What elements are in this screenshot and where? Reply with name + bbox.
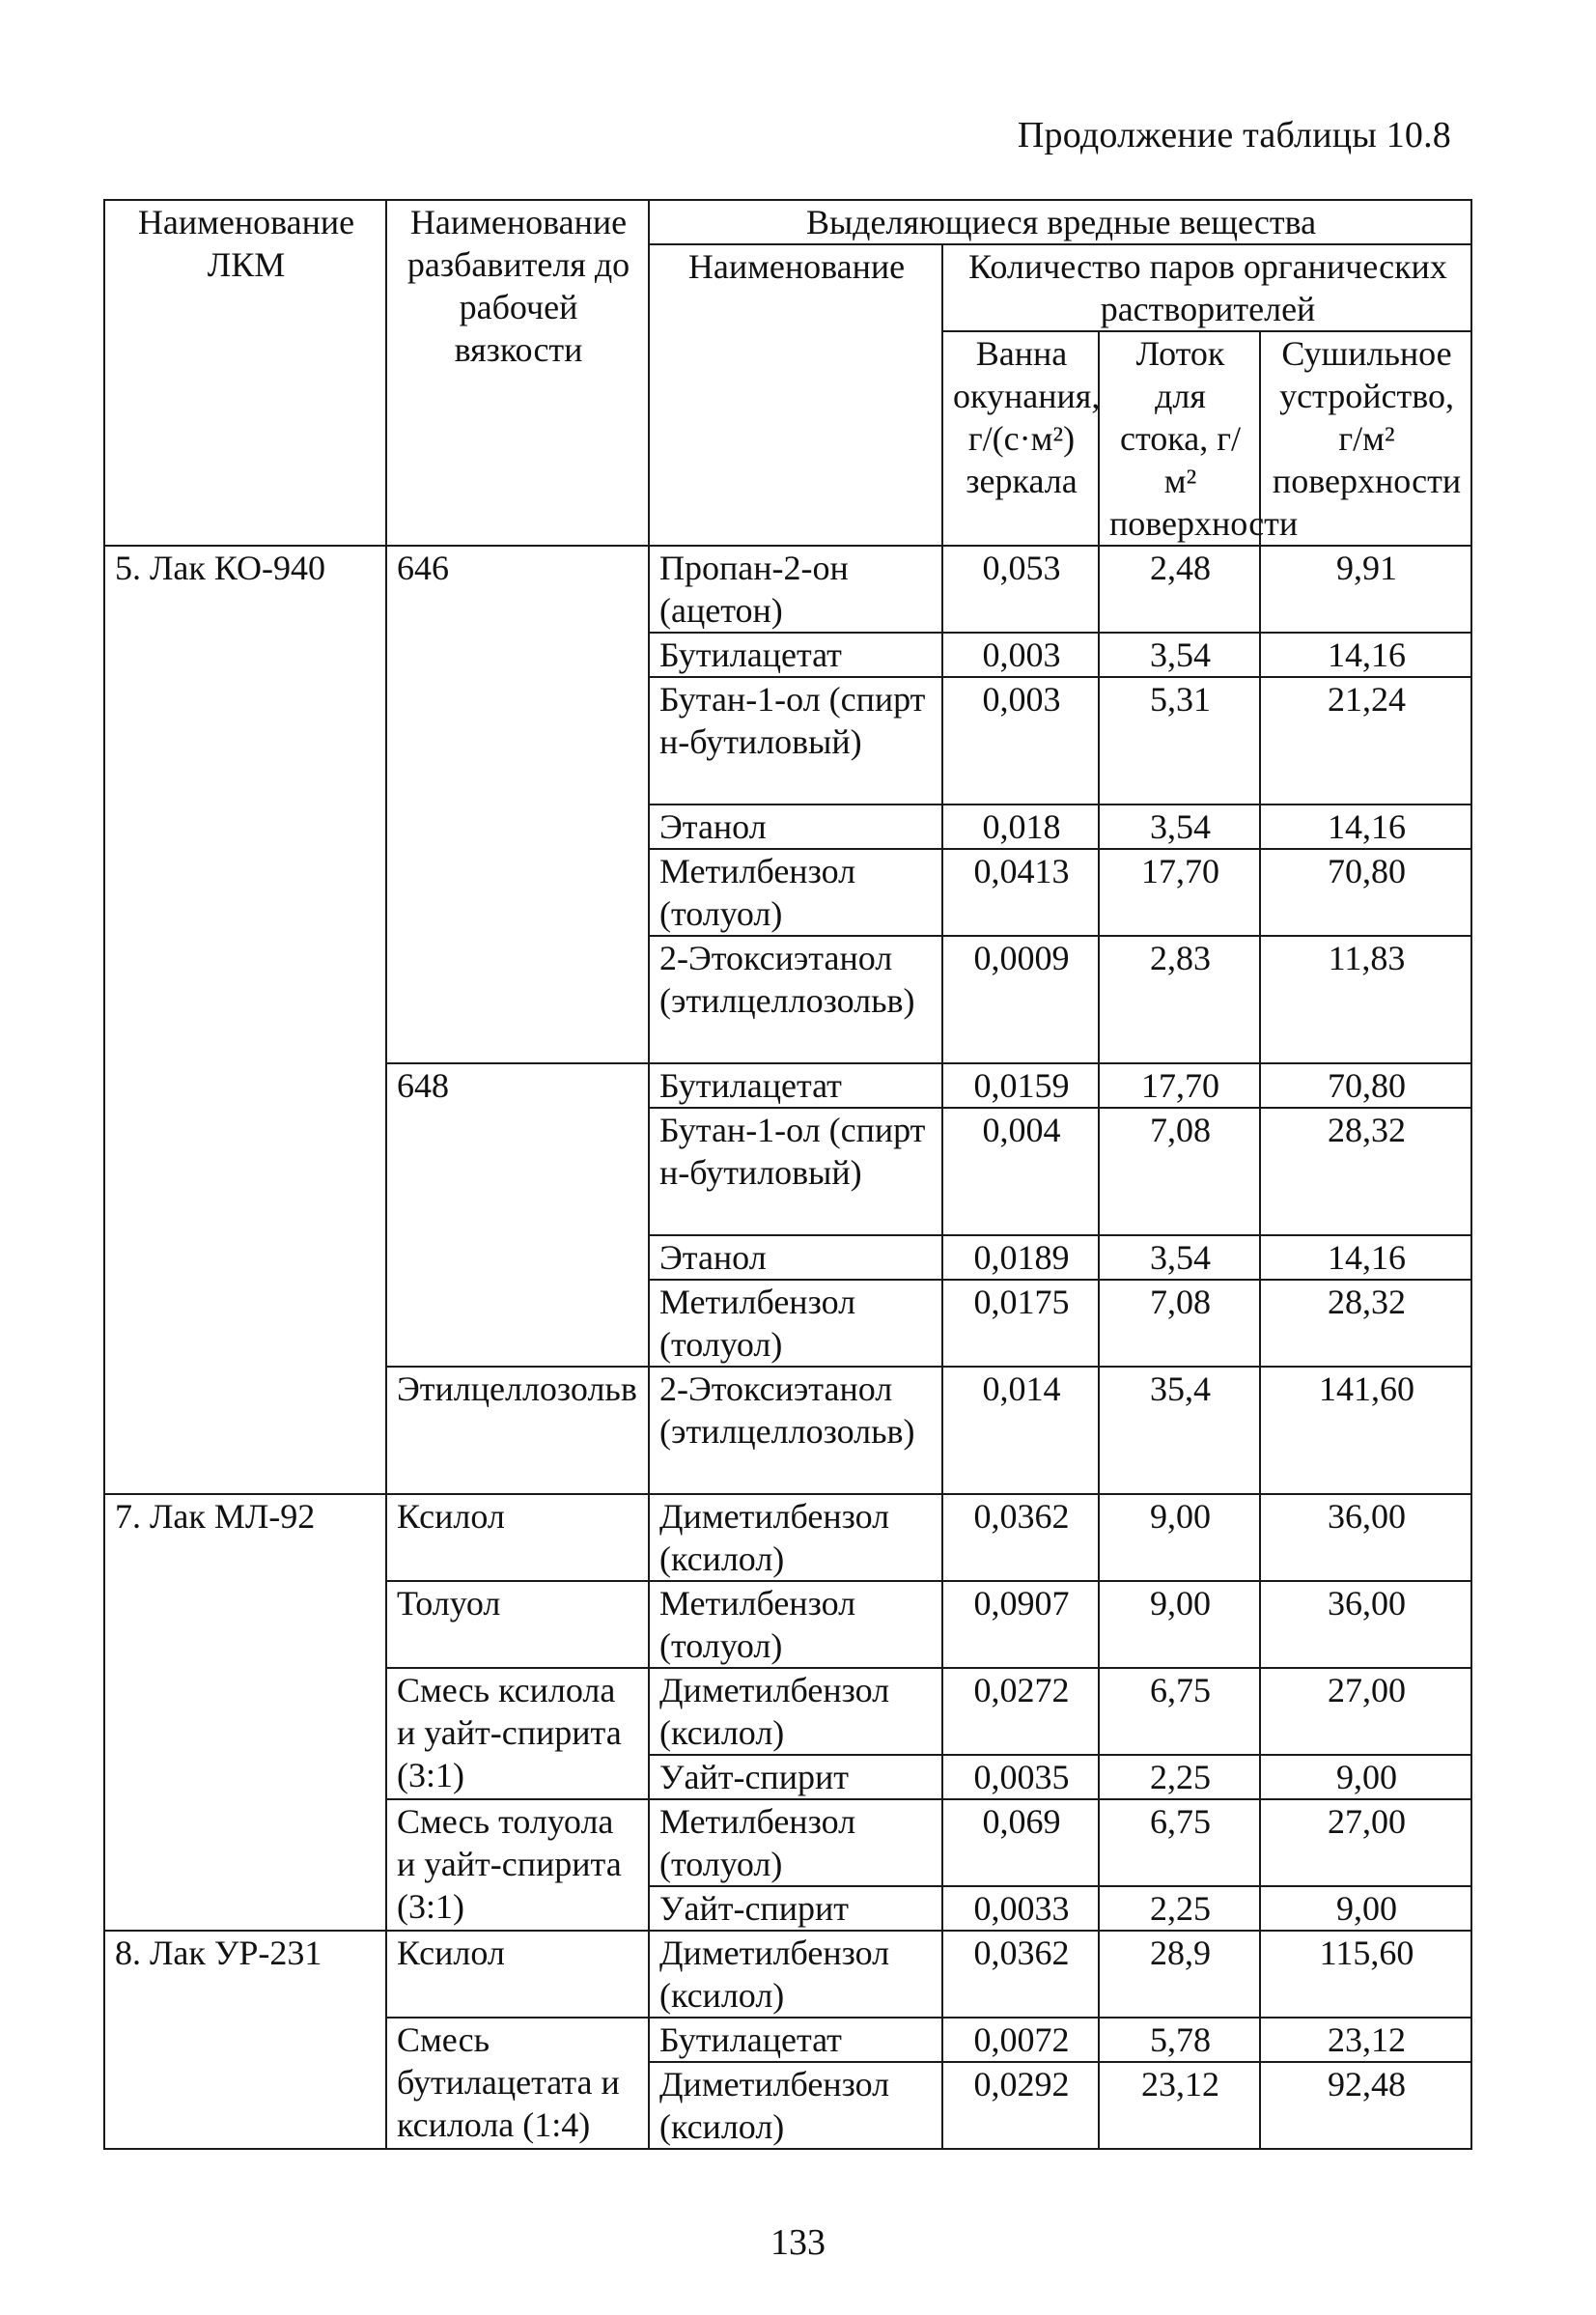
dryer-value: 14,16 [1260,1235,1471,1280]
substance-cell: Уайт-спирит [649,1755,942,1799]
header-dryer: Сушильное устройство, г/м² поверхности [1260,331,1471,546]
bath-value: 0,0362 [942,1494,1099,1581]
tray-value: 17,70 [1099,849,1260,936]
tray-value: 7,08 [1099,1108,1260,1235]
thinner-cell: Толуол [386,1581,649,1668]
substance-cell: Метилбензол (толуол) [649,1581,942,1668]
tray-value: 6,75 [1099,1668,1260,1755]
tray-value: 2,48 [1099,546,1260,633]
substance-cell: 2-Этоксиэтанол (этилцеллозольв) [649,1367,942,1494]
dryer-value: 9,91 [1260,546,1471,633]
dryer-value: 27,00 [1260,1668,1471,1755]
dryer-value: 11,83 [1260,936,1471,1063]
dryer-value: 92,48 [1260,2062,1471,2149]
bath-value: 0,018 [942,805,1099,849]
tray-value: 3,54 [1099,1235,1260,1280]
dryer-value: 21,24 [1260,677,1471,805]
thinner-cell: 648 [386,1063,649,1367]
emissions-table [103,199,1472,2150]
header-emitted-substances: Выделяющиеся вредные вещества [649,200,1471,244]
substance-cell: Метилбензол (толуол) [649,1799,942,1886]
substance-cell: Пропан-2-он (ацетон) [649,546,942,633]
dryer-value: 141,60 [1260,1367,1471,1494]
header-thinner-name: Наименование разбавителя до рабочей вязкости [386,200,649,546]
dryer-value: 70,80 [1260,1063,1471,1108]
dryer-value: 9,00 [1260,1886,1471,1931]
thinner-cell: 646 [386,546,649,1063]
bath-value: 0,004 [942,1108,1099,1235]
header-tray: Лоток для стока, г/м² поверхности [1099,331,1260,546]
table-row [104,1931,1471,2018]
lkm-cell: 7. Лак МЛ-92 [104,1494,386,1931]
bath-value: 0,0072 [942,2018,1099,2062]
tray-value: 7,08 [1099,1280,1260,1367]
tray-value: 28,9 [1099,1931,1260,2018]
thinner-cell: Смесь ксилола и уайт-спирита (3:1) [386,1668,649,1799]
bath-value: 0,053 [942,546,1099,633]
bath-value: 0,0175 [942,1280,1099,1367]
bath-value: 0,0035 [942,1755,1099,1799]
dryer-value: 14,16 [1260,633,1471,677]
bath-value: 0,0189 [942,1235,1099,1280]
dryer-value: 27,00 [1260,1799,1471,1886]
substance-cell: Диметилбензол (ксилол) [649,1494,942,1581]
dryer-value: 36,00 [1260,1581,1471,1668]
header-vapor-amount: Количество паров органических растворителей [942,244,1471,331]
bath-value: 0,003 [942,677,1099,805]
dryer-value: 9,00 [1260,1755,1471,1799]
dryer-value: 70,80 [1260,849,1471,936]
tray-value: 9,00 [1099,1581,1260,1668]
substance-cell: Бутилацетат [649,1063,942,1108]
substance-cell: Бутилацетат [649,2018,942,2062]
substance-cell: Уайт-спирит [649,1886,942,1931]
substance-cell: Диметилбензол (ксилол) [649,2062,942,2149]
header-substance-name: Наименование [649,244,942,546]
tray-value: 6,75 [1099,1799,1260,1886]
substance-cell: Этанол [649,1235,942,1280]
thinner-cell: Ксилол [386,1494,649,1581]
dryer-value: 36,00 [1260,1494,1471,1581]
table-row [104,1494,1471,1581]
substance-cell: 2-Этоксиэтанол (этилцеллозольв) [649,936,942,1063]
bath-value: 0,014 [942,1367,1099,1494]
bath-value: 0,003 [942,633,1099,677]
substance-cell: Диметилбензол (ксилол) [649,1931,942,2018]
bath-value: 0,0272 [942,1668,1099,1755]
substance-cell: Метилбензол (толуол) [649,1280,942,1367]
thinner-cell: Ксилол [386,1931,649,2018]
bath-value: 0,0907 [942,1581,1099,1668]
dryer-value: 115,60 [1260,1931,1471,2018]
tray-value: 5,31 [1099,677,1260,805]
tray-value: 2,25 [1099,1886,1260,1931]
substance-cell: Метилбензол (толуол) [649,849,942,936]
bath-value: 0,0009 [942,936,1099,1063]
bath-value: 0,069 [942,1799,1099,1886]
header-bath: Ванна окунания, г/(с·м²) зеркала [942,331,1099,546]
dryer-value: 23,12 [1260,2018,1471,2062]
tray-value: 2,83 [1099,936,1260,1063]
bath-value: 0,0413 [942,849,1099,936]
lkm-cell: 8. Лак УР-231 [104,1931,386,2149]
table-row [104,546,1471,633]
bath-value: 0,0033 [942,1886,1099,1931]
bath-value: 0,0159 [942,1063,1099,1108]
tray-value: 3,54 [1099,805,1260,849]
bath-value: 0,0362 [942,1931,1099,2018]
substance-cell: Диметилбензол (ксилол) [649,1668,942,1755]
tray-value: 2,25 [1099,1755,1260,1799]
substance-cell: Этанол [649,805,942,849]
page-number: 133 [770,2222,826,2263]
substance-cell: Бутилацетат [649,633,942,677]
tray-value: 17,70 [1099,1063,1260,1108]
tray-value: 23,12 [1099,2062,1260,2149]
bath-value: 0,0292 [942,2062,1099,2149]
thinner-cell: Смесь толуола и уайт-спирита (3:1) [386,1799,649,1931]
dryer-value: 28,32 [1260,1280,1471,1367]
tray-value: 35,4 [1099,1367,1260,1494]
dryer-value: 28,32 [1260,1108,1471,1235]
lkm-cell: 5. Лак КО-940 [104,546,386,1494]
thinner-cell: Этилцеллозольв [386,1367,649,1494]
page-header: Продолжение таблицы 10.8 [1017,115,1451,155]
substance-cell: Бутан-1-ол (спирт н-бутиловый) [649,677,942,805]
tray-value: 3,54 [1099,633,1260,677]
tray-value: 9,00 [1099,1494,1260,1581]
dryer-value: 14,16 [1260,805,1471,849]
thinner-cell: Смесь бутилацетата и ксилола (1:4) [386,2018,649,2149]
substance-cell: Бутан-1-ол (спирт н-бутиловый) [649,1108,942,1235]
tray-value: 5,78 [1099,2018,1260,2062]
header-lkm-name: Наименование ЛКМ [104,200,386,546]
